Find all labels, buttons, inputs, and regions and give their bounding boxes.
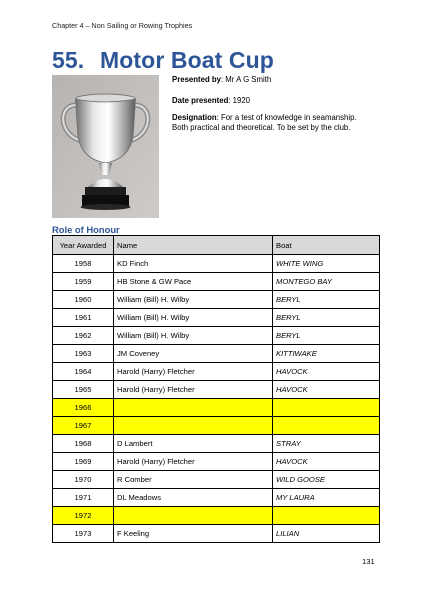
cell-boat: KITTIWAKE	[273, 345, 380, 363]
cell-boat: HAVOCK	[273, 381, 380, 399]
table-row	[53, 381, 380, 399]
cell-boat	[273, 399, 380, 417]
cell-year: 1970	[53, 471, 114, 489]
table-row	[53, 363, 380, 381]
date-presented-label: Date presented	[172, 96, 229, 105]
cell-year: 1968	[53, 435, 114, 453]
table-row	[53, 417, 380, 435]
cell-year: 1971	[53, 489, 114, 507]
roll-of-honour-table	[52, 235, 380, 543]
cell-name: Harold (Harry) Fletcher	[114, 363, 273, 381]
table-row	[53, 309, 380, 327]
cell-year: 1960	[53, 291, 114, 309]
cell-boat: WHITE WING	[273, 255, 380, 273]
cell-name: William (Bill) H. Wilby	[114, 327, 273, 345]
table-row	[53, 273, 380, 291]
cell-boat: MONTEGO BAY	[273, 273, 380, 291]
cell-name: F Keeling	[114, 525, 273, 543]
page-number: 131	[362, 557, 375, 566]
cell-year: 1965	[53, 381, 114, 399]
trophy-number: 55.	[52, 47, 85, 73]
cell-name: Harold (Harry) Fletcher	[114, 453, 273, 471]
cell-name	[114, 417, 273, 435]
cell-boat: BERYL	[273, 309, 380, 327]
cell-boat: HAVOCK	[273, 363, 380, 381]
cell-boat: STRAY	[273, 435, 380, 453]
cell-year: 1963	[53, 345, 114, 363]
trophy-photo	[52, 75, 159, 218]
cell-name: Harold (Harry) Fletcher	[114, 381, 273, 399]
cell-year: 1972	[53, 507, 114, 525]
cell-boat	[273, 507, 380, 525]
trophy-cup-icon	[52, 75, 159, 218]
designation	[172, 113, 372, 132]
cell-name: DL Meadows	[114, 489, 273, 507]
table-row	[53, 507, 380, 525]
presented-by	[172, 75, 372, 85]
cell-boat: LILIAN	[273, 525, 380, 543]
page-title	[52, 47, 274, 74]
cell-name	[114, 399, 273, 417]
designation-label: Designation	[172, 113, 217, 122]
cell-boat	[273, 417, 380, 435]
cell-name: William (Bill) H. Wilby	[114, 309, 273, 327]
table-row	[53, 399, 380, 417]
table-row	[53, 255, 380, 273]
table-row	[53, 453, 380, 471]
presented-by-value: : Mr A G Smith	[220, 75, 272, 84]
cell-name: HB Stone & GW Pace	[114, 273, 273, 291]
table-row	[53, 291, 380, 309]
designation-line-1: : For a test of knowledge in seamanship.	[216, 113, 357, 122]
table-row	[53, 489, 380, 507]
cell-year: 1961	[53, 309, 114, 327]
header-name: Name	[114, 236, 273, 255]
table-row	[53, 471, 380, 489]
designation-line-2: Both practical and theoretical. To be set by the club.	[172, 122, 351, 132]
cell-year: 1967	[53, 417, 114, 435]
trophy-name: Motor Boat Cup	[100, 47, 274, 73]
table-header-row	[53, 236, 380, 255]
table-row	[53, 327, 380, 345]
cell-year: 1959	[53, 273, 114, 291]
cell-name: JM Coveney	[114, 345, 273, 363]
chapter-header: Chapter 4 – Non Sailing or Rowing Trophies	[52, 21, 193, 30]
cell-name: D Lambert	[114, 435, 273, 453]
header-boat: Boat	[273, 236, 380, 255]
cell-year: 1973	[53, 525, 114, 543]
cell-year: 1966	[53, 399, 114, 417]
cell-year: 1964	[53, 363, 114, 381]
cell-name: William (Bill) H. Wilby	[114, 291, 273, 309]
table-row	[53, 345, 380, 363]
cell-year: 1958	[53, 255, 114, 273]
cell-boat: WILD GOOSE	[273, 471, 380, 489]
table-row	[53, 525, 380, 543]
presented-by-label: Presented by	[172, 75, 221, 84]
table-row	[53, 435, 380, 453]
cell-name: KD Finch	[114, 255, 273, 273]
cell-boat: BERYL	[273, 327, 380, 345]
cell-year: 1969	[53, 453, 114, 471]
header-year-awarded: Year Awarded	[53, 236, 114, 255]
date-presented	[172, 96, 372, 106]
date-presented-value: : 1920	[228, 96, 251, 105]
cell-name: R Comber	[114, 471, 273, 489]
cell-name	[114, 507, 273, 525]
cell-boat: BERYL	[273, 291, 380, 309]
cell-boat: MY LAURA	[273, 489, 380, 507]
cell-year: 1962	[53, 327, 114, 345]
roll-of-honour-heading: Role of Honour	[52, 224, 120, 235]
cell-boat: HAVOCK	[273, 453, 380, 471]
